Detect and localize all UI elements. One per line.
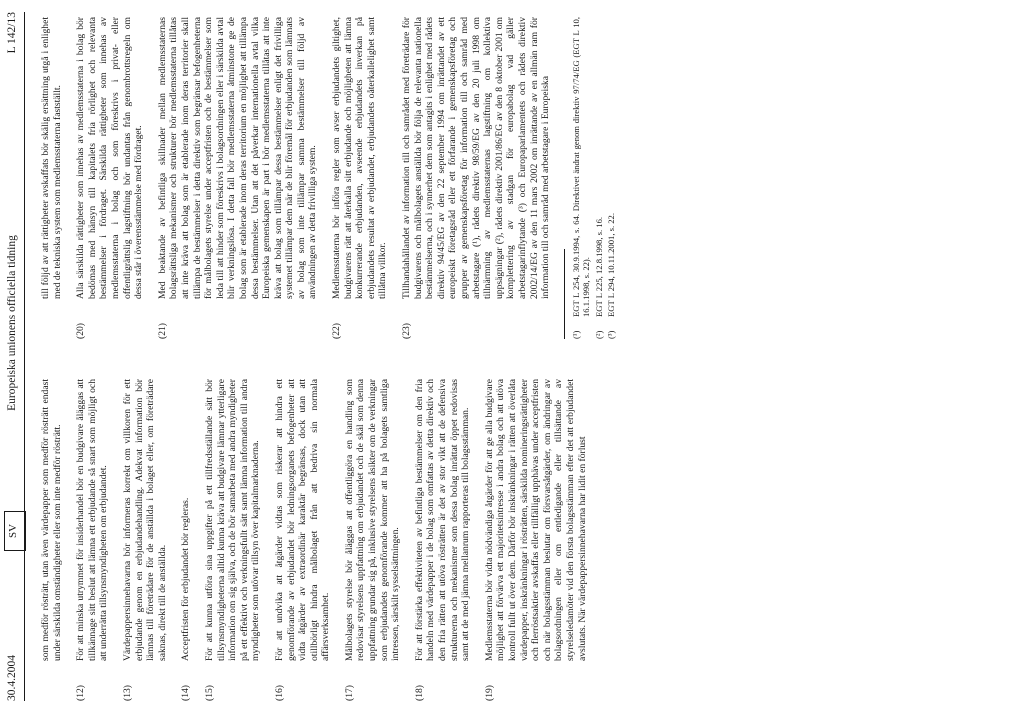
recital-number: (23): [401, 323, 413, 339]
recital-17: [344, 379, 402, 701]
recital-text: Acceptfristen för erbjudandet bör regleras.: [180, 497, 192, 661]
recital-number: (18): [413, 685, 425, 701]
header-page-reference: L 142/13: [6, 12, 18, 54]
footnote: [571, 17, 592, 339]
continuation-paragraph: som medför rösträtt, utan även värdepapper som medför rösträtt endast under särskilda omständigheter eller som inte medför rösträtt.: [40, 379, 63, 661]
recital-number: (22): [331, 323, 343, 339]
footnote-number: (¹): [570, 330, 581, 339]
recital-text: Värdepappersinnehavarna bör informeras korrekt om villkoren för ett erbjudande genom en erbjudandehandling. Adekvat information bör lämnas till företrädare för de anställda i bolaget eller, om företrädare saknas, direkt till de anställda.: [121, 379, 168, 661]
recital-12: [75, 379, 110, 701]
recital-16: [274, 379, 332, 701]
recital-text: För att undvika att åtgärder vidtas som riskerar att hindra ett genomförande av erbjudandet bör ledningsorganets befogenheter att vidta åtgärder av extraordinär karaktär begränsas, dock utan att otillbörligt hindra målbolaget från att bedriva sin normala affärsverksamhet.: [273, 379, 332, 661]
recital-number: (20): [75, 323, 87, 339]
recital-18: [414, 379, 472, 701]
header-journal-title: Europeiska unionens officiella tidning: [6, 235, 18, 411]
footnote-text: EGT L 225, 12.8.1998, s. 16.: [593, 216, 604, 317]
recital-text: Medlemsstaterna bör vidta nödvändiga åtgärder för att ge alla budgivare möjlighet att förvärva ett majoritetsintresse i andra bolag och att utöva kontroll fullt ut över dem. Därför bör inskränkningar i rätten att överlåta värdepapper, inskränkningar i rösträtten, särskilda nomineringsrättigheter och flerröstsaktier avskaffas eller tillfälligt upphävas under acceptfristen och när bolagsstämman beslutar om försvarsåtgärder, om ändringar av bolagsordningen eller om entledigande eller tillsättande av styrelseledamöter vid den första bolagsstämman efter det att erbjudandet avslutats. När värdepappersinnehavarna har lidit en förlust: [483, 379, 588, 661]
footnote-text: EGT L 294, 10.11.2001, s. 22.: [605, 213, 616, 317]
recital-text: Medlemsstaterna bör införa regler som avser erbjudandets giltighet, budgivarens rätt att återkalla sitt erbjudande och möjligheten att lämna konkurrerande erbjudanden, avseende erbjudandets inverkan på erbjudandets resultat av erbjudandet, erbjudandets oåterkallelighet samt tillåtna villkor.: [331, 17, 389, 299]
footnote-number: (²): [593, 330, 604, 339]
recital-23: [401, 17, 552, 339]
recital-13: [122, 379, 168, 701]
recital-text: Alla särskilda rättigheter som innehas av medlemsstaterna i bolag bör bedömas med hänsyn till kapitalets fria rörlighet och relevanta bestämmelser i fördraget. Särskilda rättigheter som innehas av medlemsstaterna i bolag och som föreskrivs i privat- eller offentligrättslig lagstiftning bör undantas från genombrottsregeln om dessa står i överensstämmelse med fördraget.: [75, 17, 145, 299]
recital-number: (16): [273, 685, 285, 701]
recital-text: Med beaktande av befintliga skillnader mellan medlemsstaternas bolagsrättsliga mekanismer och strukturer bör medlemsstaterna tillåtas att inte kräva att bolag som är etablerade inom deras territorier skall tillämpa de bestämmelser i detta direktiv som begränsar befogenheterna för målbolagets styrelse under acceptfristen och de bestämmelser som leda till att hinder som föreskrivs i bolagsordningen eller i särskilda avtal blir verkningslösa. I detta fall bör medlemsstaterna åtminstone ge de bolag som är etablerade inom deras territorium en möjlighet att tillämpa dessa bestämmelser. Utan att det påverkar internationella avtal vilka Europeiska gemenskapen är part i bör medlemsstaterna tillåtas att inte kräva att bolag som tillämpar dessa bestämmelser enligt det frivilliga systemet tillämpar dem när de blir föremål för erbjudanden som lämnats av bolag som inte tillämpar samma bestämmelser till följd av användningen av detta frivilliga system.: [156, 17, 319, 299]
right-column-continuation: [40, 17, 63, 339]
recital-text: För att förstärka effektiviteten av befintliga bestämmelser om den fria handeln med värdepapper i de bolag som omfattas av detta direktiv och den fria rätten att utöva rösträtten är det av stor vikt att de defensiva strukturerna och mekanismer som dessa bolag inrättat öppet redovisas samt att de med jämna mellanrum rapporteras till bolagsstämman.: [413, 379, 472, 661]
header-rule: [24, 12, 25, 701]
recital-text: För att minska utrymmet för insiderhandel bör en budgivare åläggas att tillkännage sitt beslut att lämna ett erbjudande så snart som möjligt och att underrätta tillsynsmyndigheten om erbjudandet.: [75, 379, 110, 661]
recital-22: [331, 17, 389, 339]
footnote-number: (³): [605, 330, 616, 339]
recital-number: (12): [75, 685, 87, 701]
left-column: [40, 379, 600, 701]
header-language-badge: SV: [4, 511, 26, 551]
footnote-rule: [564, 249, 565, 339]
right-column: [40, 17, 618, 339]
recital-text: Tillhandahållandet av information till och samrådet med företrädare för budgivarens och målbolagets anställda bör följa de relevanta nationella bestämmelserna, och i synnerhet dem som antagits i enlighet med rådets direktiv 94/45/EG av den 22 september 1994 om inrättandet av ett europeiskt företagsråd eller ett förfarande i gemenskapsföretag och grupper av gemenskapsföretag för information till och samråd med arbetstagare (¹), rådets direktiv 98/59/EG av den 20 juli 1998 om tillnärmning av medlemsstaternas lagstiftning om kollektiva uppsägningar (²), rådets direktiv 2001/86/EG av den 8 oktober 2001 om komplettering av stadgan för europabolag vad gäller arbetstagarinflytande (³) och Europaparlamentets och rådets direktiv 2002/14/EG av den 11 mars 2002 om inrättande av en allmän ram för information till och samråd med arbetstagare i Europeiska: [401, 17, 552, 299]
footnote-text: EGT L 254, 30.9.1994, s. 64. Direktivet ändrat genom direktiv 97/74/EG (EGT L 10, 16.1.1998, s. 22).: [570, 17, 592, 317]
header-date: 30.4.2004: [6, 655, 18, 701]
recital-number: (13): [121, 685, 133, 701]
left-column-continuation: [40, 379, 63, 701]
footnote: [606, 17, 616, 339]
recital-15: [204, 379, 262, 701]
recital-number: (14): [180, 685, 192, 701]
recital-19: [484, 379, 588, 701]
recital-20: [75, 17, 145, 339]
recital-21: [157, 17, 319, 339]
continuation-paragraph: till följd av att rättigheter avskaffats bör skälig ersättning utgå i enlighet med de tekniska system som medlemsstaterna fastställt.: [40, 17, 63, 299]
recital-text: Målbolagets styrelse bör åläggas att offentliggöra en handling som redovisar styrelsens uppfattning om erbjudandet och de skäl som denna uppfattning grundar sig på, inklusive styrelsens åsikter om de verkningar som erbjudandets genomförande kommer att ha på bolagets samtliga intressen, särskilt sysselsättningen.: [343, 379, 402, 661]
recital-number: (15): [203, 685, 215, 701]
recital-number: (17): [343, 685, 355, 701]
recital-text: För att kunna utföra sina uppgifter på ett tillfredsställande sätt bör tillsynsmyndigheterna alltid kunna kräva att budgivare lämnar ytterligare information om sig själva, och de bör samarbeta med andra myndigheter på ett effektivt och verkningsfullt sätt samt lämna information till andra myndigheter som utövar tillsyn över kapitalmarknaderna.: [203, 379, 262, 661]
recital-number: (19): [483, 685, 495, 701]
footnote: [594, 17, 604, 339]
recital-14: [180, 379, 192, 701]
recital-number: (21): [156, 323, 168, 339]
